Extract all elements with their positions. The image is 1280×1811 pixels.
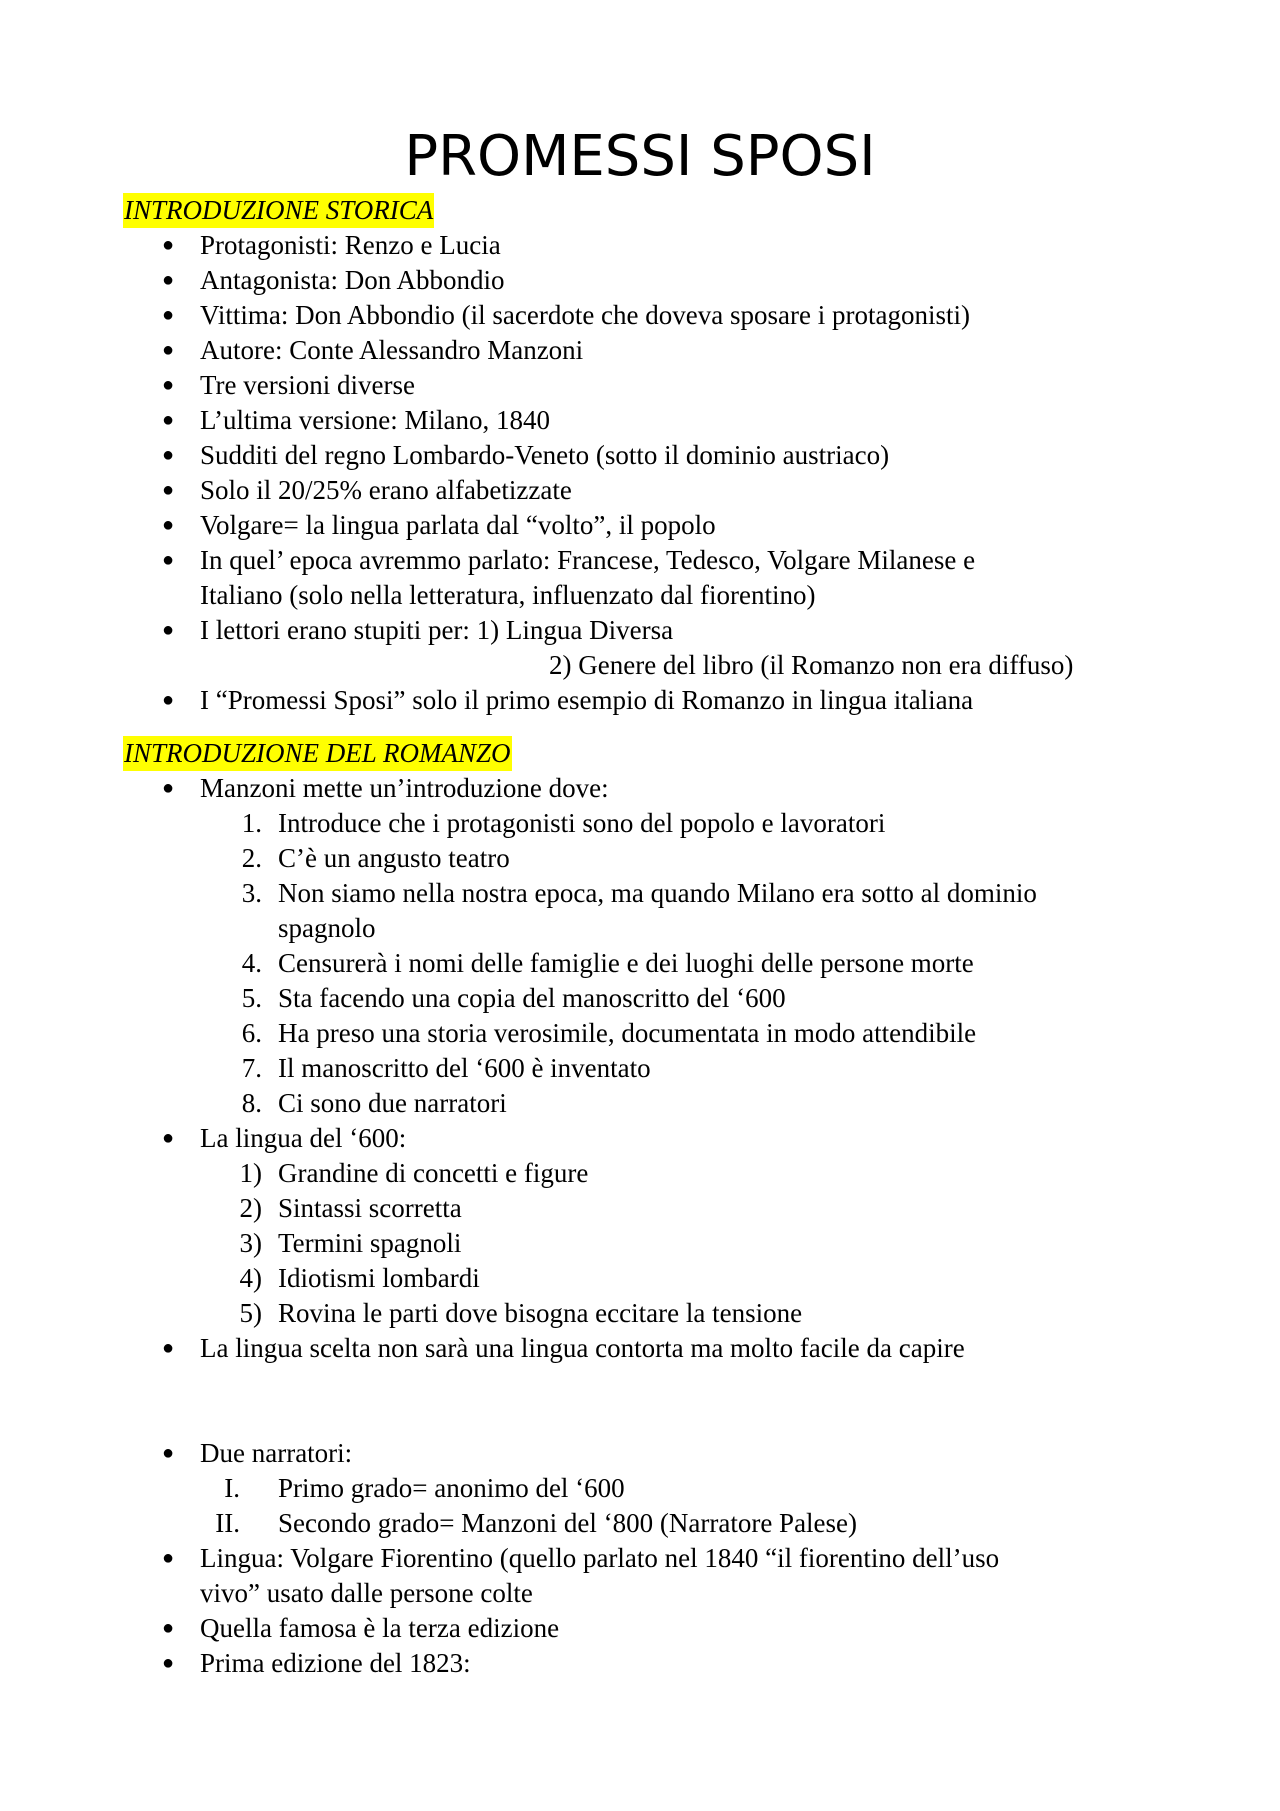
- bullet-icon: ●: [162, 619, 175, 641]
- numbered-item: Introduce che i protagonisti sono del popolo e lavoratori: [278, 808, 886, 838]
- list-number: 6.: [241, 1018, 262, 1048]
- list-item: La lingua scelta non sarà una lingua contorta ma molto facile da capire: [200, 1333, 965, 1363]
- list-item: Sudditi del regno Lombardo-Veneto (sotto il dominio austriaco): [200, 440, 890, 470]
- list-item: Quella famosa è la terza edizione: [200, 1613, 560, 1643]
- list-item: Tre versioni diverse: [200, 370, 415, 400]
- bullet-icon: ●: [162, 409, 175, 431]
- list-item: Lingua: Volgare Fiorentino (quello parlato nel 1840 “il fiorentino dell’uso: [200, 1543, 1000, 1573]
- bullet-icon: ●: [162, 1337, 175, 1359]
- numbered-item: Censurerà i nomi delle famiglie e dei luoghi delle persone morte: [278, 948, 974, 978]
- bullet-icon: ●: [162, 339, 175, 361]
- list-number: 7.: [241, 1053, 262, 1083]
- bullet-icon: ●: [162, 1442, 175, 1464]
- list-item: Antagonista: Don Abbondio: [200, 265, 505, 295]
- list-item: Manzoni mette un’introduzione dove:: [200, 773, 609, 803]
- numbered-item: Ha preso una storia verosimile, documentata in modo attendibile: [278, 1018, 977, 1048]
- bullet-icon: ●: [162, 479, 175, 501]
- numbered-item: Ci sono due narratori: [278, 1088, 507, 1118]
- list-item: Due narratori:: [200, 1438, 353, 1468]
- list-number: 4.: [241, 948, 262, 978]
- bullet-icon: ●: [162, 444, 175, 466]
- list-item-lettori-continued: 2) Genere del libro (il Romanzo non era diffuso): [549, 650, 1074, 680]
- list-item: Prima edizione del 1823:: [200, 1648, 471, 1678]
- list-item-lettori: I lettori erano stupiti per: 1) Lingua Diversa: [200, 615, 674, 645]
- bullet-icon: ●: [162, 1127, 175, 1149]
- list-item: Solo il 20/25% erano alfabetizzate: [200, 475, 572, 505]
- list-number: 5): [239, 1298, 262, 1328]
- numbered-item: Secondo grado= Manzoni del ‘800 (Narratore Palese): [278, 1508, 858, 1538]
- list-item: Vittima: Don Abbondio (il sacerdote che doveva sposare i protagonisti): [200, 300, 970, 330]
- list-number: 3.: [241, 878, 262, 908]
- list-number: 8.: [241, 1088, 262, 1118]
- numbered-item: C’è un angusto teatro: [278, 843, 510, 873]
- numbered-item: Sintassi scorretta: [278, 1193, 462, 1223]
- list-item: Protagonisti: Renzo e Lucia: [200, 230, 501, 260]
- bullet-icon: ●: [162, 304, 175, 326]
- section-heading-romanzo: INTRODUZIONE DEL ROMANZO: [123, 736, 512, 771]
- numbered-item: Rovina le parti dove bisogna eccitare la tensione: [278, 1298, 803, 1328]
- list-number: 2.: [241, 843, 262, 873]
- bullet-icon: ●: [162, 1617, 175, 1639]
- bullet-icon: ●: [162, 689, 175, 711]
- numbered-item: Sta facendo una copia del manoscritto del ‘600: [278, 983, 786, 1013]
- numbered-item: Il manoscritto del ‘600 è inventato: [278, 1053, 651, 1083]
- list-number: 2): [239, 1193, 262, 1223]
- list-item-continued: vivo” usato dalle persone colte: [200, 1578, 533, 1608]
- numbered-item: Grandine di concetti e figure: [278, 1158, 589, 1188]
- list-number: 3): [239, 1228, 262, 1258]
- list-number: II.: [215, 1508, 240, 1538]
- list-item: Volgare= la lingua parlata dal “volto”, il popolo: [200, 510, 716, 540]
- list-item: I “Promessi Sposi” solo il primo esempio di Romanzo in lingua italiana: [200, 685, 974, 715]
- bullet-icon: ●: [162, 549, 175, 571]
- bullet-icon: ●: [162, 269, 175, 291]
- page-title: PROMESSI SPOSI: [404, 124, 876, 189]
- bullet-icon: ●: [162, 1547, 175, 1569]
- list-number: 1.: [241, 808, 262, 838]
- section-heading-storica: INTRODUZIONE STORICA: [123, 193, 434, 228]
- list-number: 4): [239, 1263, 262, 1293]
- list-number: 5.: [241, 983, 262, 1013]
- list-item-epoca-continued: Italiano (solo nella letteratura, influenzato dal fiorentino): [200, 580, 816, 610]
- bullet-icon: ●: [162, 1652, 175, 1674]
- numbered-item: Termini spagnoli: [278, 1228, 462, 1258]
- numbered-item-continued: spagnolo: [278, 913, 376, 943]
- bullet-icon: ●: [162, 234, 175, 256]
- numbered-item: Idiotismi lombardi: [278, 1263, 480, 1293]
- list-item: Autore: Conte Alessandro Manzoni: [200, 335, 584, 365]
- numbered-item: Primo grado= anonimo del ‘600: [278, 1473, 625, 1503]
- list-item-epoca: In quel’ epoca avremmo parlato: Francese, Tedesco, Volgare Milanese e: [200, 545, 976, 575]
- bullet-icon: ●: [162, 514, 175, 536]
- bullet-icon: ●: [162, 374, 175, 396]
- bullet-icon: ●: [162, 777, 175, 799]
- list-number: 1): [239, 1158, 262, 1188]
- list-item: La lingua del ‘600:: [200, 1123, 407, 1153]
- list-number: I.: [224, 1473, 240, 1503]
- list-item: L’ultima versione: Milano, 1840: [200, 405, 550, 435]
- numbered-item: Non siamo nella nostra epoca, ma quando Milano era sotto al dominio: [278, 878, 1037, 908]
